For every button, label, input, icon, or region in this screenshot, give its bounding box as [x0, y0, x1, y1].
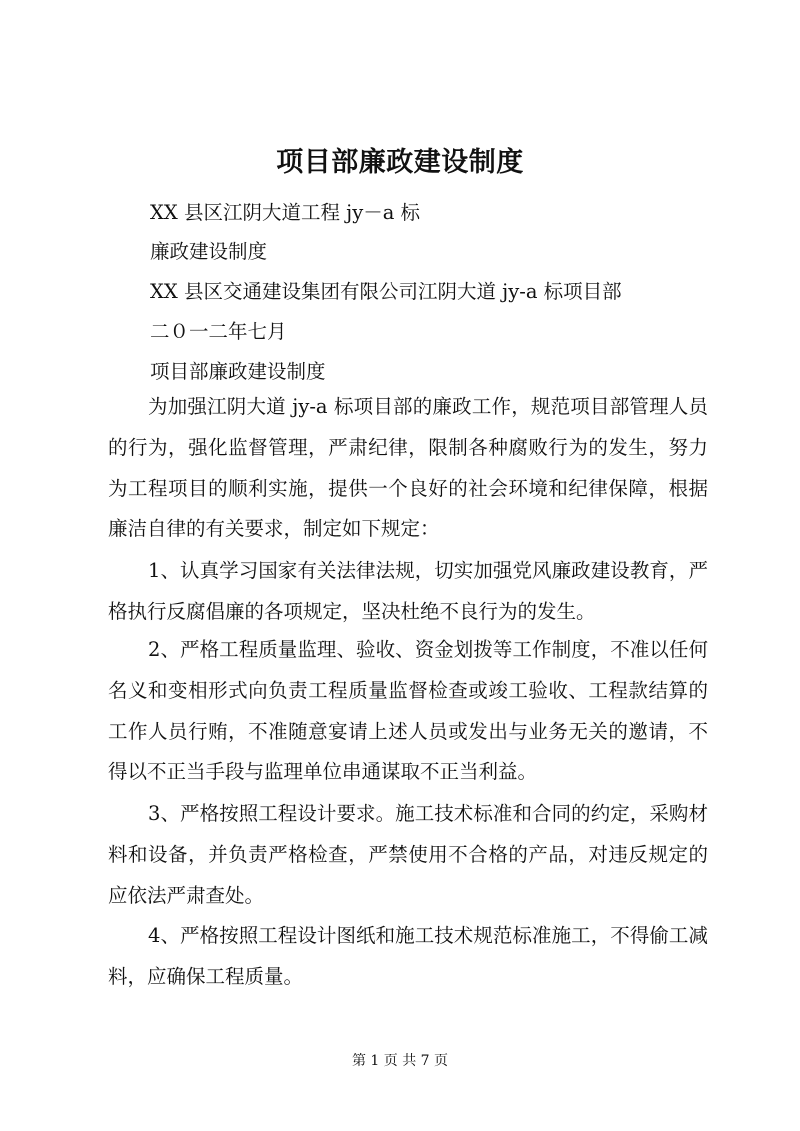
intro-paragraph: 为加强江阴大道 jy-a 标项目部的廉政工作，规范项目部管理人员的行为，强化监督管理，严肃纪律，限制各种腐败行为的发生，努力为工程项目的顺利实施，提供一个良好的社会环境和纪律保障，根据廉洁自律的有关要求，制定如下规定：	[108, 395, 708, 541]
page-number-footer: 第 1 页 共 7 页	[351, 1053, 449, 1069]
rule-paragraph-2: 2、严格工程质量监理、验收、资金划拨等工作制度，不准以任何名义和变相形式向负责工程质量监督检查或竣工验收、工程款结算的工作人员行贿，不准随意宴请上述人员或发出与业务无关的邀请，不得以不正当手段与监理单位串通谋取不正当利益。	[108, 638, 708, 784]
rule-paragraph-4: 4、严格按照工程设计图纸和施工技术规范标准施工，不得偷工减料，应确保工程质量。	[108, 924, 708, 988]
rule-paragraph-1: 1、认真学习国家有关法律法规，切实加强党风廉政建设教育，严格执行反腐倡廉的各项规定，坚决杜绝不良行为的发生。	[108, 559, 708, 623]
page-title: 项目部廉政建设制度	[276, 147, 524, 178]
organization-line: XX 县区交通建设集团有限公司江阴大道 jy-a 标项目部	[150, 280, 622, 303]
project-name-line: XX 县区江阴大道工程 jy－a 标	[150, 201, 421, 224]
date-line: 二０一二年七月	[150, 320, 287, 343]
rule-paragraph-3: 3、严格按照工程设计要求。施工技术标准和合同的约定，采购材料和设备，并负责严格检查，严禁使用不合格的产品，对违反规定的应依法严肃查处。	[108, 802, 708, 907]
section-title-line: 项目部廉政建设制度	[150, 360, 326, 383]
system-name-line: 廉政建设制度	[150, 240, 268, 263]
